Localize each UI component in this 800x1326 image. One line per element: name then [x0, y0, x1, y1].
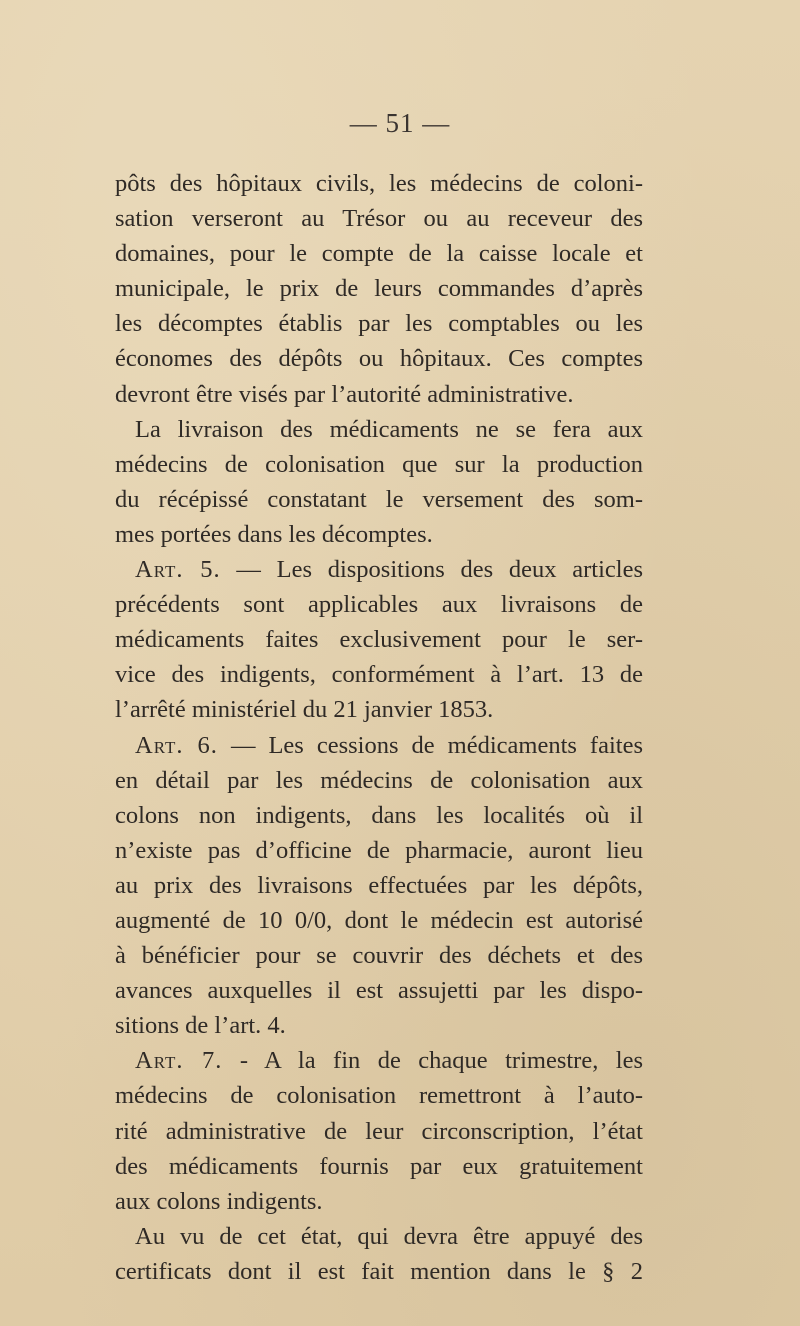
- text-line: l’arrêté ministériel du 21 janvier 1853.: [115, 696, 494, 724]
- article-label: Art. 5.: [135, 556, 221, 584]
- text-line: au prix des livraisons effectuées par les dépôts,: [115, 871, 643, 899]
- text-line: sation verseront au Trésor ou au receveur des: [115, 205, 643, 233]
- text-line: rité administrative de leur circonscription, l’état: [115, 1117, 643, 1145]
- text-line: des médicaments fournis par eux gratuitement: [115, 1152, 643, 1180]
- article-6-first-line: [115, 728, 643, 763]
- text-line: mes portées dans les décomptes.: [115, 520, 433, 548]
- article-label: Art. 6.: [135, 731, 218, 759]
- text-fragment: - A la fin de chaque trimestre, les: [239, 1047, 643, 1075]
- text-fragment: — Les dispositions des deux articles: [236, 556, 643, 584]
- text-line: certificats dont il est fait mention dans le § 2: [115, 1257, 643, 1285]
- text-line: précédents sont applicables aux livraisons de: [115, 591, 643, 619]
- text-line: médicaments faites exclusivement pour le ser-: [115, 626, 643, 654]
- text-line: colons non indigents, dans les localités où il: [115, 801, 643, 829]
- text-line: avances auxquelles il est assujetti par les dispo-: [115, 977, 643, 1005]
- text-line: Au vu de cet état, qui devra être appuyé des: [135, 1222, 643, 1250]
- article-label: Art. 7.: [135, 1047, 223, 1075]
- text-line: domaines, pour le compte de la caisse locale et: [115, 240, 643, 268]
- text-line: municipale, le prix de leurs commandes d’après: [115, 275, 643, 303]
- body-text: [115, 166, 643, 1289]
- text-line: sitions de l’art. 4.: [115, 1012, 286, 1040]
- text-line: médecins de colonisation que sur la production: [115, 450, 643, 478]
- text-line: devront être visés par l’autorité administrative.: [115, 380, 574, 408]
- page-number: — 51 —: [349, 108, 451, 138]
- text-line: du récépissé constatant le versement des som-: [115, 485, 643, 513]
- article-5-first-line: [115, 552, 643, 587]
- text-line: La livraison des médicaments ne se fera aux: [135, 415, 643, 443]
- text-fragment: — Les cessions de médicaments faites: [230, 731, 643, 759]
- text-line: vice des indigents, conformément à l’art. 13 de: [115, 661, 643, 689]
- text-line: en détail par les médecins de colonisation aux: [115, 766, 643, 794]
- text-line: à bénéficier pour se couvrir des déchets et des: [115, 942, 643, 970]
- text-line: augmenté de 10 0/0, dont le médecin est autorisé: [115, 906, 643, 934]
- text-line: les décomptes établis par les comptables ou les: [115, 310, 643, 338]
- text-line: aux colons indigents.: [115, 1187, 323, 1215]
- text-line: médecins de colonisation remettront à l’auto-: [115, 1082, 643, 1110]
- text-line: pôts des hôpitaux civils, les médecins de coloni-: [115, 170, 643, 197]
- article-7-first-line: [115, 1043, 643, 1078]
- text-line: n’existe pas d’officine de pharmacie, auront lieu: [115, 836, 643, 864]
- text-line: économes des dépôts ou hôpitaux. Ces comptes: [115, 345, 643, 373]
